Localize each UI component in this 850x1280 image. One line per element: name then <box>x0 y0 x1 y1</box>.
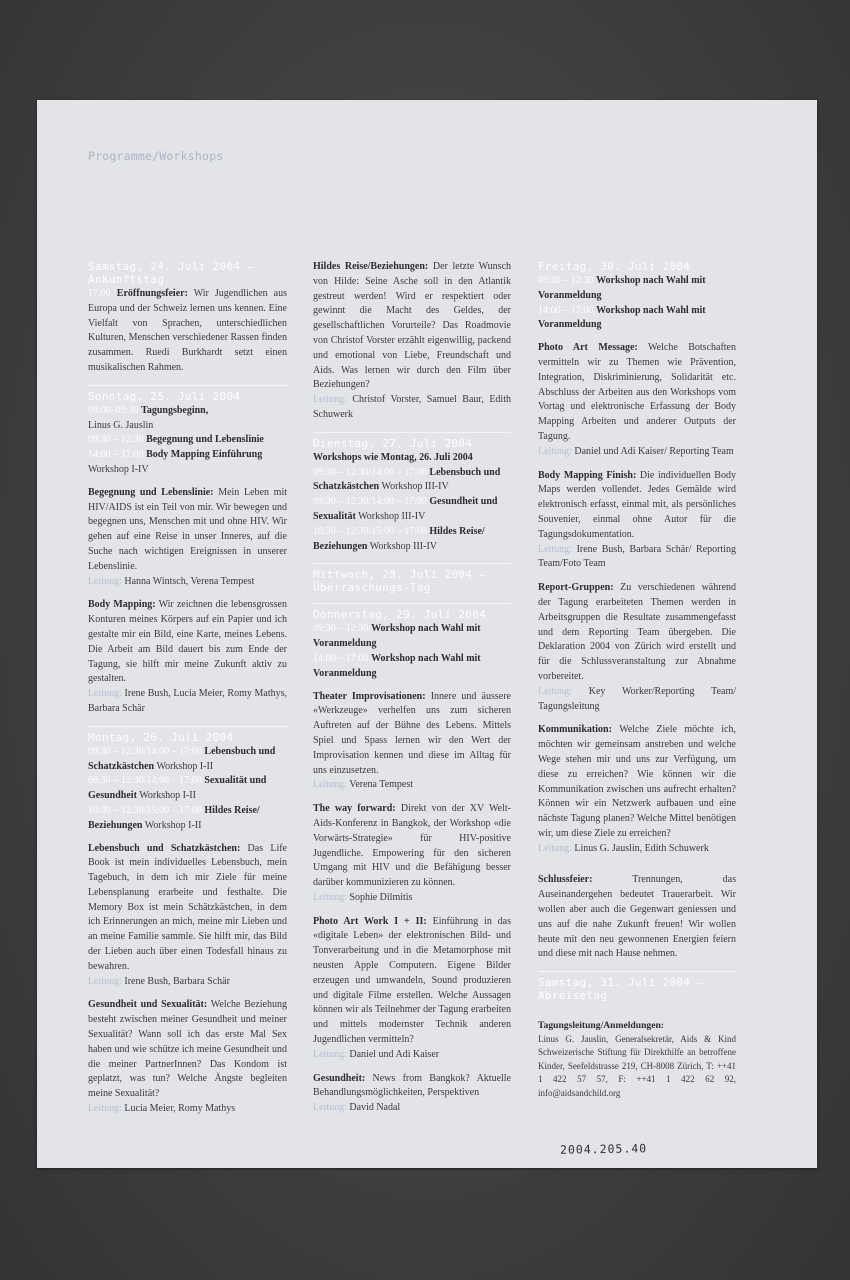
schedule-line: 14:00 – 17:00 Workshop nach Wahl mit Voranmeldung <box>538 304 706 331</box>
divider <box>88 726 287 727</box>
schedule-line: 09:30 – 12:30/14:00 – 17:00 Sexualität und Gesundheit Workshop I-II <box>88 775 267 802</box>
day-heading-wednesday: Mittwoch, 28. Juli 2004 – Überraschungs-Tag <box>313 568 487 595</box>
day-heading-saturday-arrival: Samstag, 24. Juli 2004 – Ankunftstag <box>88 260 255 286</box>
schedule-line: 09:30 – 12:30/14:00 – 17:00 Gesundheit und Sexualität Workshop III-IV <box>313 496 498 522</box>
schedule-line: 09:30 – 12:30 Begegnung und Lebenslinie <box>88 434 264 446</box>
page-title: Programme/Workshops <box>88 149 224 163</box>
workshop-description: Gesundheit und Sexualität: Welche Beziehung besteht zwischen meiner Gesundheit und meiner Sexualität? Wann soll ich das erste Mal Sex haben und wie schütze ich meine Gesundheit und die meiner PartnerInnen? Das Kondom ist geplatzt, was tun? Welche Ängste begleiten meine Sexualität? Leitung: Lucia Meier, Romy Mathys <box>88 999 287 1115</box>
column-right <box>538 260 736 1109</box>
schedule-line: 09:30 – 12:30 Workshop nach Wahl mit Voranmeldung <box>313 623 481 650</box>
workshop-description: Report-Gruppen: Zu verschiedenen während der Tagung erarbeiteten Themen werden in Arbeitsgruppen die Resultate zusammengefasst und dem Reporting Team übergeben. Die Deklaration 2004 von Zürich wird erstellt und für die Schlussveranstaltung zur Abnahme vorbereitet. Leitung: Key Worker/Reporting Team/ Tagungsleitung <box>538 582 737 712</box>
day-heading-sunday: Sonntag, 25. Juli 2004 <box>88 389 241 403</box>
workshop-description: Theater Improvisationen: Innere und äussere «Werkzeuge» verhelfen uns zum sicheren Auftreten auf der Bühne des Lebens. Mittels Spiel und Spass lernen wir den Wert der Improvisation kennen und diese im Alltag für uns einzusetzen. Leitung: Verena Tempest <box>313 690 511 791</box>
closing-paragraph: Schlussfeier: Trennungen, das Auseinandergehen bedeutet Trauerarbeit. Wir wollen aber auch die Gegenwart geniessen und uns auf die nahe Zukunft freuen! Wir wollen heute mit den neu gewonnenen Energien feiern und diese mit nach Hause nehmen. <box>538 874 736 960</box>
divider <box>313 603 511 604</box>
schedule-line: Linus G. Jauslin <box>88 419 154 431</box>
column-left <box>88 260 287 1126</box>
handwritten-inventory-number: 2004.205.40 <box>559 1141 648 1157</box>
program-sheet <box>37 100 817 1168</box>
schedule-line: 09:30 – 12:30/14:00 – 17:00 Lebensbuch und Schatzkästchen Workshop I-II <box>88 745 276 772</box>
workshop-description: Photo Art Work I + II: Einführung in das «digitale Leben» der elektronischen Bild- und Tonverarbeitung und in die Metamorphose mit neusten Apple Computern. Eigene Bilder erzeugen und umwandeln, Sound produzieren und digitale Filme erstellen. Welche Aussagen können wir als Teilnehmer der Tagung erarbeiten und mittels modernster Technik anderen Jugendlichen vermitteln? Leitung: Daniel und Adi Kaiser <box>313 915 512 1060</box>
divider <box>88 385 287 386</box>
divider <box>313 563 511 564</box>
workshop-description: Kommunikation: Welche Ziele möchte ich, möchten wir gemeinsam anstreben und welche Wege stehen mir und uns zur Verfügung, um diese zu erreichen? Wie können wir die Kommunikation zwischen uns aufrecht erhalten? Können wir ein Netzwerk aufbauen und eine nächste Tagung planen? Welche Mittel benötigen wir, um diese Ziele zu erreichen? Leitung: Linus G. Jauslin, Edith Schuwerk <box>538 724 736 854</box>
schedule-line: 10:30 – 12:30/15:00 – 17:00 Hildes Reise/ Beziehungen Workshop I-II <box>88 804 260 831</box>
workshop-description: The way forward: Direkt von der XV Welt-Aids-Konferenz in Bangkok, der Workshop «die Vorwärts-Strategie» für HIV-positive Jugendliche. Empowering für den sicheren Umgang mit HIV und die Befähigung besser darüber kommunizieren zu können. Leitung: Sophie Dilmitis <box>313 803 511 903</box>
workshop-description: Gesundheit: News from Bangkok? Aktuelle Behandlungsmöglichkeiten, Perspektiven Leitung: David Nadal <box>313 1072 511 1114</box>
divider <box>538 971 736 972</box>
day-heading-friday: Freitag, 30. Juli 2004 <box>538 260 691 273</box>
column-middle <box>313 260 511 1125</box>
day-heading-thursday: Donnerstag, 29. Juli 2004 <box>313 608 487 622</box>
workshop-description: Hildes Reise/Beziehungen: Der letzte Wunsch von Hilde: Seine Asche soll in den Atlantik gestreut werden! Wird er respektiert oder gewinnt die Macht des Geldes, der gesellschaftlichen Vorurteile? Das Roadmovie von Christof Vorster erzählt eigenwillig, packend und emotional von Liebe, Freundschaft und Aids. Was lernen wir durch den Film über Beziehungen? Leitung: Christof Vorster, Samuel Baur, Edith Schuwerk <box>313 261 512 420</box>
schedule-line: 14:00 – 17:00 Body Mapping Einführung <box>88 449 263 461</box>
schedule-subtitle: Workshops wie Montag, 26. Juli 2004 <box>313 451 473 463</box>
schedule-line: 09:30 – 12:30/14:00 – 17:00 Lebensbuch und Schatzkästchen Workshop III-IV <box>313 466 501 493</box>
day-heading-tuesday: Dienstag, 27. Juli 2004 <box>313 436 473 450</box>
schedule-line: 09:30 – 12:30 Workshop nach Wahl mit Voranmeldung <box>538 275 706 301</box>
schedule-line: Workshop I-IV <box>88 463 149 475</box>
schedule-line: 14:00 – 17:00 Workshop nach Wahl mit Voranmeldung <box>313 652 481 679</box>
workshop-description: Lebensbuch und Schatzkästchen: Das Life Book ist mein individuelles Lebensbuch, mein Tagebuch, in dem ich mir Ziele für meine Lebensplanung erarbeite und festhalte. Die Memory Box ist mein Schätzkästchen, in dem ich Erinnerungen an mich, meine mir Lieben und an meine Familie sammle. Sie hilft mir, das Bild der Lieben auch über einen Todesfall hinaus zu bewahren. Leitung: Irene Bush, Barbara Schär <box>88 842 287 987</box>
day-heading-saturday-departure: Samstag, 31. Juli 2004 – Abreisetag <box>538 976 705 1003</box>
contact-block: Tagungsleitung/Anmeldungen: Linus G. Jauslin, Generalsekretär, Aids & Kind Schweizerische Stiftung für Direkthilfe an betroffene Kinder, Seefeldstrasse 219, CH-8008 Zürich, T: ++41 1 422 57 57, F: ++41 1 422 62 92, info@aidsandchild.org <box>538 1020 736 1098</box>
workshop-description: Begegnung und Lebenslinie: Mein Leben mit HIV/AIDS ist ein Teil von mir. Wir bewegen und begegnen uns, Menschen mit und ohne HIV. Wir gehen auf eine Reise in unser Inneres, auf die Suche nach wichtigen Ereignissen in unserer Lebenslinie. Leitung: Hanna Wintsch, Verena Tempest <box>88 486 287 587</box>
divider <box>313 432 511 433</box>
schedule-line: 10:30 – 12:30/15:00 – 17:00 Hildes Reise/ Beziehungen Workshop III-IV <box>313 525 485 552</box>
workshop-description: Photo Art Message: Welche Botschaften vermitteln wir zu Themen wie Prävention, Integration, Diskriminierung, Solidarität etc. Abschluss der Arbeiten aus den Workshops vom Vortag und elektronische Erfassung der Body Mapping Arbeiten und anderer Outputs der Tagung. Leitung: Daniel und Adi Kaiser/ Reporting Team <box>538 342 736 457</box>
day-heading-monday: Montag, 26. Juli 2004 <box>88 730 234 744</box>
workshop-description: Body Mapping: Wir zeichnen die lebensgrossen Konturen meines Körpers auf ein Papier und ich gestalte mir ein Bild, eine Karte, meines Lebens. Die Arbeit am Bild dauert bis zum Ende der Tagung, sie hilft mir meine Zukunft aktiv zu gestalten. Leitung: Irene Bush, Lucia Meier, Romy Mathys, Barbara Schär <box>88 599 287 714</box>
schedule-line: 09:00–09:30 Tagungsbeginn, <box>88 404 209 416</box>
opening-paragraph: 17:00 Eröffnungsfeier: Wir Jugendlichen aus Europa und der Schweiz lernen uns kennen. Eine Vielfalt von Sprachen, unterschiedlichen Kulturen, Menschen verschiedener Rassen finden zusammen. Ruedi Burkhardt setzt einen musikalischen Rahmen. <box>88 288 287 373</box>
workshop-description: Body Mapping Finish: Die individuellen Body Maps werden vollendet. Jedes Gemälde wird elektronisch erfasst, einmal mit, als persönliches Souvenier, einmal ohne Autor für die Tagungsdokumentation. Leitung: Irene Bush, Barbara Schär/ Reporting Team/Foto Team <box>538 469 736 570</box>
